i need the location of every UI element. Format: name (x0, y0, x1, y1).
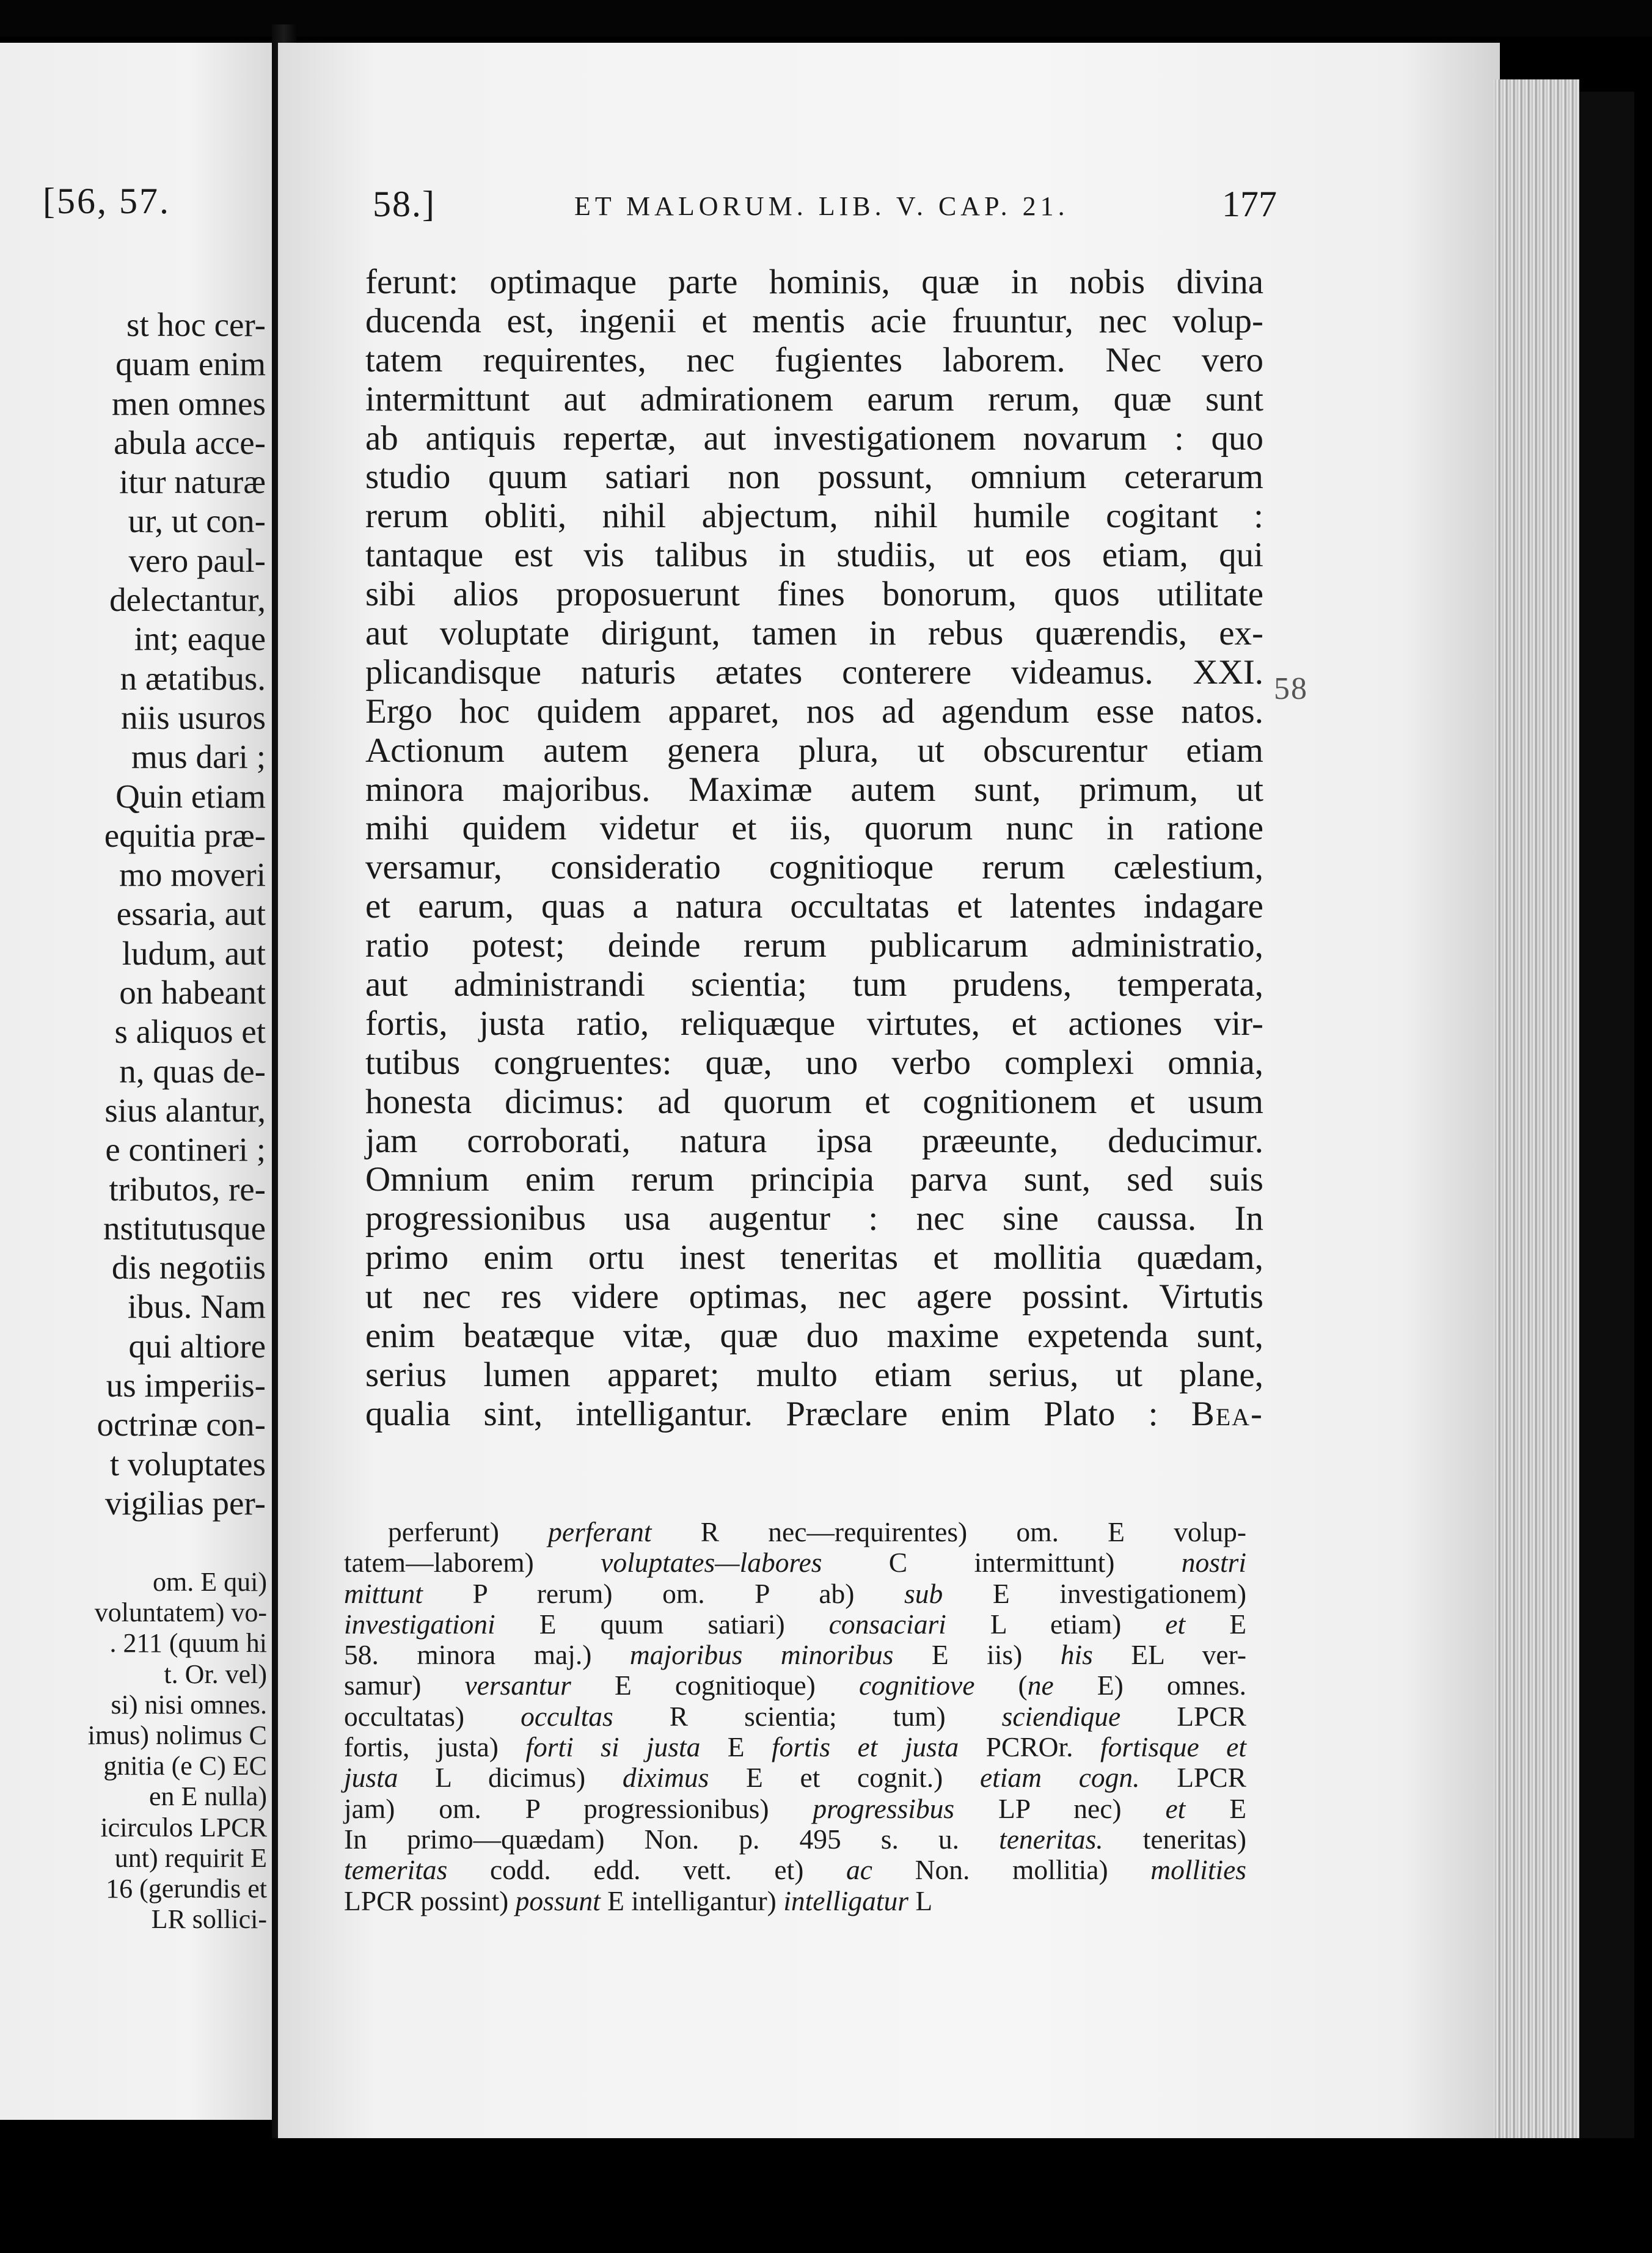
note-line (344, 1579, 1246, 1609)
body-line-text: plicandisque naturis ætates conterere videamus. XXI. (365, 652, 1263, 692)
body-line-text: Omnium enim rerum principia parva sunt, sed suis (365, 1160, 1263, 1199)
note-text: perferunt) (388, 1516, 549, 1547)
note-text: fortis, justa) (344, 1731, 526, 1763)
note-text: LPCR (1139, 1762, 1246, 1794)
note-reading-italic: mittunt (344, 1577, 423, 1609)
left-note-line: LR sollici- (151, 1904, 267, 1935)
body-line-text: Ergo hoc quidem apparet, nos ad agendum esse natos. (365, 692, 1263, 731)
left-text-line: essaria, aut (116, 895, 266, 933)
body-text-line (365, 848, 1263, 887)
body-text-line (365, 1160, 1263, 1199)
scan-background (0, 0, 1652, 37)
note-text: samur) (344, 1670, 465, 1701)
body-line-text: versamur, consideratio cognitioque rerum cælestium, (365, 848, 1263, 887)
body-line-text: tutibus congruentes: quæ, uno verbo complexi omnia, (365, 1043, 1263, 1082)
body-line-text: tantaque est vis talibus in studiis, ut eos etiam, qui (365, 536, 1263, 575)
left-text-line: qui altiore (128, 1327, 266, 1365)
left-note-line: en E nulla) (148, 1781, 267, 1812)
body-text-line (365, 965, 1263, 1004)
note-line (344, 1886, 1246, 1916)
body-line-text: sibi alios proposuerunt fines bonorum, quos utilitate (365, 575, 1263, 614)
left-note-line: si) nisi omnes. (111, 1689, 267, 1720)
body-line-text: ferunt: optimaque parte hominis, quæ in nobis divina (365, 263, 1263, 301)
left-text-line: niis usuros (121, 698, 266, 736)
body-line-text: serius lumen apparet; multo etiam serius, ut plane, (365, 1355, 1263, 1394)
left-text-line: abula acce- (114, 423, 266, 461)
body-text-line (365, 341, 1263, 380)
note-text: E cognitioque) (571, 1670, 859, 1701)
body-line-text: intermittunt aut admirationem earum rerum, quæ sunt (365, 379, 1263, 418)
left-text-line: ibus. Nam (127, 1288, 266, 1326)
note-reading-italic: fortis et justa (772, 1731, 959, 1763)
note-reading-italic: et (1165, 1792, 1186, 1824)
left-text-line: on habeant (119, 974, 266, 1012)
body-line-text: ut nec res videre optimas, nec agere possint. Virtutis (365, 1277, 1263, 1316)
body-text-line (365, 614, 1263, 653)
note-text: E) omnes. (1053, 1670, 1246, 1701)
left-text-line: us imperiis- (106, 1367, 266, 1404)
left-text-line: mo moveri (119, 856, 266, 894)
left-text-line: dis negotiis (111, 1249, 266, 1287)
note-text: teneritas) (1103, 1823, 1246, 1855)
note-line (344, 1547, 1246, 1578)
note-text: E quum satiari) (495, 1608, 829, 1640)
note-reading-italic: temeritas (344, 1854, 448, 1886)
note-text: E investigationem) (943, 1577, 1247, 1609)
left-text-line: n ætatibus. (120, 659, 266, 697)
note-text: occultatas) (344, 1700, 521, 1732)
body-text-line (365, 1356, 1263, 1395)
note-text: PCROr. (959, 1731, 1100, 1763)
left-text-line: e contineri ; (105, 1131, 266, 1169)
book-cover-edge (1579, 92, 1634, 2138)
left-text-line: mus dari ; (131, 738, 266, 776)
note-reading-italic: possunt (515, 1885, 601, 1916)
body-text-line (365, 731, 1263, 770)
body-text-line (365, 263, 1263, 302)
left-text-line: n, quas de- (119, 1052, 266, 1090)
body-text-line (365, 926, 1263, 965)
left-text-line: nstitutusque (103, 1209, 266, 1247)
scan-background-bottom (0, 2138, 1652, 2253)
body-line-text: ducenda est, ingenii et mentis acie fruuntur, nec volup- (365, 301, 1263, 340)
body-line-text: enim beatæque vitæ, quæ duo maxime expetenda sunt, (365, 1316, 1263, 1356)
main-text (365, 263, 1263, 1434)
left-page-notes (0, 1567, 267, 1935)
note-reading-italic: diximus (622, 1762, 709, 1794)
note-reading-italic: ne (1027, 1670, 1054, 1701)
body-text-line (365, 1004, 1263, 1043)
note-text: L etiam) (946, 1608, 1166, 1640)
body-line-text: qualia sint, intelligantur. Præclare enim Plato : (365, 1394, 1158, 1433)
note-text: R scientia; tum) (613, 1700, 1002, 1732)
left-text-line: ur, ut con- (128, 502, 266, 540)
body-line-text: mihi quidem videtur et iis, quorum nunc in ratione (365, 809, 1263, 848)
note-line (344, 1732, 1246, 1762)
running-head-section: 58.] (373, 184, 436, 224)
body-line-text: aut administrandi scientia; tum prudens, temperata, (365, 965, 1263, 1004)
note-reading-italic: investigationi (344, 1608, 495, 1640)
left-note-line: voluntatem) vo- (94, 1598, 267, 1628)
note-text: R nec—requirentes) om. E volup- (651, 1516, 1246, 1547)
left-text-line: int; eaque (134, 620, 266, 658)
left-text-line: tributos, re- (109, 1170, 266, 1208)
note-reading-italic: forti si justa (525, 1731, 701, 1763)
left-text-line: Quin etiam (115, 777, 266, 815)
note-text: P rerum) om. P ab) (422, 1577, 905, 1609)
body-text-line (365, 380, 1263, 419)
left-text-line: quam enim (115, 345, 266, 383)
note-text: LP nec) (954, 1792, 1166, 1824)
left-note-line: 16 (gerundis et (106, 1873, 267, 1904)
note-line (344, 1855, 1246, 1885)
note-reading-italic: intelligatur (783, 1885, 908, 1916)
note-text: L dicimus) (398, 1762, 623, 1794)
note-reading-italic: voluptates—labores (601, 1547, 822, 1579)
left-text-line: sius alantur, (104, 1091, 266, 1129)
left-text-line: t voluptates (109, 1445, 266, 1483)
note-line (344, 1762, 1246, 1793)
left-text-line: ludum, aut (122, 934, 266, 972)
note-reading-italic: sciendique (1001, 1700, 1121, 1732)
body-line-text: et earum, quas a natura occultatas et latentes indagare (365, 887, 1263, 926)
left-note-line: imus) nolimus C (87, 1720, 267, 1750)
note-reading-italic: occultas (521, 1700, 613, 1732)
running-head-title: ET MALORUM. LIB. V. CAP. 21. (574, 191, 1069, 221)
body-last-word: Bea- (1191, 1394, 1264, 1433)
body-line-text: studio quum satiari non possunt, omnium ceterarum (365, 458, 1263, 497)
body-text-line (365, 887, 1263, 926)
body-text-line (365, 1238, 1263, 1277)
left-text-line: men omnes (111, 384, 266, 422)
left-text-line: equitia præ- (104, 816, 266, 854)
note-reading-italic: etiam cogn. (979, 1762, 1140, 1794)
left-note-line: unt) requirit E (114, 1842, 267, 1873)
note-text: jam) om. P progressionibus) (344, 1792, 813, 1824)
note-reading-italic: nostri (1181, 1547, 1246, 1579)
body-text-line (365, 1122, 1263, 1161)
note-text: E (1185, 1608, 1246, 1640)
body-line-text: Actionum autem genera plura, ut obscurentur etiam (365, 731, 1263, 770)
page-number: 177 (1222, 184, 1277, 224)
critical-apparatus (344, 1517, 1246, 1916)
note-text: LPCR possint) (344, 1885, 516, 1916)
left-text-line: itur naturæ (119, 463, 266, 501)
body-text-line (365, 1083, 1263, 1122)
body-line-text: jam corroborati, natura ipsa præeunte, deducimur. (365, 1121, 1263, 1160)
body-line-text: fortis, justa ratio, reliquæque virtutes, et actiones vir- (365, 1004, 1263, 1043)
note-reading-italic: majoribus minoribus (629, 1639, 894, 1671)
note-text: EL ver- (1092, 1639, 1246, 1671)
margin-section-number: 58 (1274, 671, 1308, 706)
body-text-line (365, 1043, 1263, 1083)
body-line-text: ab antiquis repertæ, aut investigationem novarum : quo (365, 418, 1263, 458)
note-line (344, 1517, 1246, 1547)
note-reading-italic: teneritas. (999, 1823, 1103, 1855)
note-reading-italic: mollities (1150, 1854, 1246, 1886)
body-text-line (365, 1316, 1263, 1356)
note-reading-italic: ac (846, 1854, 872, 1886)
note-text: In primo—quædam) Non. p. 495 s. u. (344, 1823, 1000, 1855)
left-note-line: gnitia (e C) EC (103, 1751, 267, 1781)
body-line-text: rerum obliti, nihil abjectum, nihil humile cogitant : (365, 497, 1263, 536)
body-text-line (365, 458, 1263, 497)
body-text-line (365, 809, 1263, 848)
note-text: C intermittunt) (822, 1547, 1182, 1579)
body-text-line (365, 536, 1263, 575)
note-reading-italic: sub (904, 1577, 943, 1609)
body-line-text: aut voluptate dirigunt, tamen in rebus quærendis, ex- (365, 614, 1263, 653)
left-text-line: vigilias per- (104, 1484, 266, 1522)
body-line-text: honesta dicimus: ad quorum et cognitionem et usum (365, 1082, 1263, 1121)
note-reading-italic: fortisque et (1100, 1731, 1246, 1763)
note-text: E (1185, 1792, 1246, 1824)
left-text-line: vero paul- (128, 541, 266, 579)
body-text-line (365, 497, 1263, 536)
body-line-text: primo enim ortu inest teneritas et mollitia quædam, (365, 1238, 1263, 1277)
running-head (373, 183, 1277, 232)
body-text-line (365, 1199, 1263, 1238)
left-note-line: om. E qui) (153, 1567, 267, 1597)
left-note-line: t. Or. vel) (164, 1659, 267, 1689)
note-line (344, 1824, 1246, 1855)
body-text-line (365, 692, 1263, 731)
body-line-text: ratio potest; deinde rerum publicarum administratio, (365, 926, 1263, 965)
left-text-line: delectantur, (109, 581, 266, 619)
left-text-line: s aliquos et (114, 1013, 266, 1051)
note-text: L (908, 1885, 933, 1916)
note-reading-italic: progressibus (813, 1792, 955, 1824)
note-text: ( (974, 1670, 1028, 1701)
left-facing-page (0, 43, 272, 2120)
note-line (344, 1794, 1246, 1824)
body-line-text: progressionibus usa augentur : nec sine caussa. In (365, 1199, 1263, 1238)
body-text-line (365, 302, 1263, 341)
note-text: Non. mollitia) (872, 1854, 1151, 1886)
note-reading-italic: perferant (548, 1516, 652, 1547)
note-line (344, 1701, 1246, 1732)
body-text-line (365, 419, 1263, 458)
body-line-text: minora majoribus. Maximæ autem sunt, primum, ut (365, 770, 1263, 809)
note-text: tatem—laborem) (344, 1547, 601, 1579)
body-text-line (365, 575, 1263, 614)
page-edges (1494, 79, 1579, 2144)
note-line (344, 1609, 1246, 1640)
body-text-line (365, 1395, 1263, 1434)
left-note-line: . 211 (quum hi (109, 1628, 267, 1659)
note-line (344, 1670, 1246, 1701)
note-reading-italic: et (1165, 1608, 1186, 1640)
note-text: E intelligantur) (600, 1885, 784, 1916)
note-text: 58. minora maj.) (344, 1639, 630, 1671)
left-text-line: octrinæ con- (97, 1406, 266, 1444)
body-line-text: tatem requirentes, nec fugientes laborem. Nec vero (365, 340, 1263, 379)
note-reading-italic: his (1060, 1639, 1093, 1671)
left-note-line: icirculos LPCR (100, 1812, 267, 1842)
body-text-line (365, 1277, 1263, 1316)
left-text-line: st hoc cer- (126, 306, 266, 343)
note-text: LPCR (1120, 1700, 1247, 1732)
note-line (344, 1640, 1246, 1670)
left-page-header: [56, 57. (43, 181, 170, 221)
body-text-line (365, 653, 1263, 692)
note-reading-italic: cognitiove (858, 1670, 975, 1701)
note-reading-italic: justa (344, 1762, 398, 1794)
note-text: E (700, 1731, 772, 1763)
note-reading-italic: consaciari (828, 1608, 946, 1640)
note-text: E iis) (893, 1639, 1061, 1671)
body-text-line (365, 770, 1263, 809)
note-text: E et cognit.) (709, 1762, 980, 1794)
note-reading-italic: versantur (464, 1670, 571, 1701)
left-page-text (0, 305, 266, 1523)
note-text: codd. edd. vett. et) (447, 1854, 846, 1886)
